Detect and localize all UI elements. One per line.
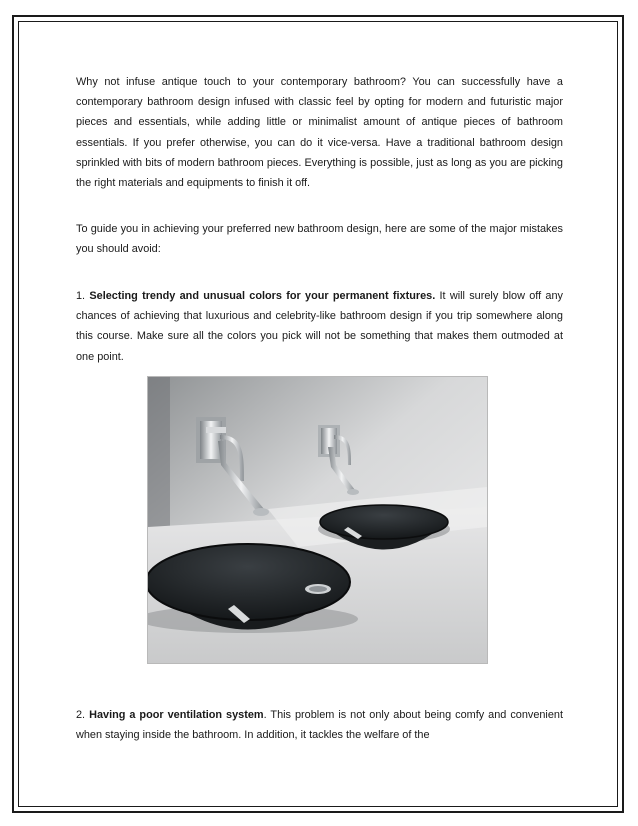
mistake-1-text: It will surely blow off any chances of achieving that luxurious and celebrity-like bathroom design if you trip somewhere along this course. Make sure all the colors you pick will not be something that makes them outmoded at one point. xyxy=(76,290,563,363)
mistake-1-number: 1. xyxy=(76,290,86,302)
bathroom-sink-photo xyxy=(147,376,488,664)
mistake-2-paragraph xyxy=(76,705,563,745)
front-basin xyxy=(148,544,358,633)
mistake-2-text: . This problem is not only about being comfy and convenient when staying inside the bathroom. In addition, it tackles the welfare of the xyxy=(76,709,563,742)
mistake-2-number: 2. xyxy=(76,709,86,721)
mistake-1-heading: Selecting trendy and unusual colors for your permanent fixtures. xyxy=(89,290,436,302)
guide-paragraph: To guide you in achieving your preferred new bathroom design, here are some of the major mistakes you should avoid: xyxy=(76,223,563,256)
mistake-2-heading: Having a poor ventilation system xyxy=(89,709,264,721)
mistake-1-paragraph xyxy=(76,286,563,367)
sink-illustration xyxy=(148,377,487,663)
intro-paragraph: Why not infuse antique touch to your contemporary bathroom? You can successfully have a contemporary bathroom design infused with classic feel by opting for modern and futuristic major pieces and essentials, while adding little or minimalist amount of antique pieces of bathroom essentials. If you prefer otherwise, you can do it vice-versa. Have a traditional bathroom design sprinkled with bits of modern bathroom pieces. Everything is possible, just as long as you are picking the right materials and equipments to finish it off. xyxy=(76,76,563,190)
